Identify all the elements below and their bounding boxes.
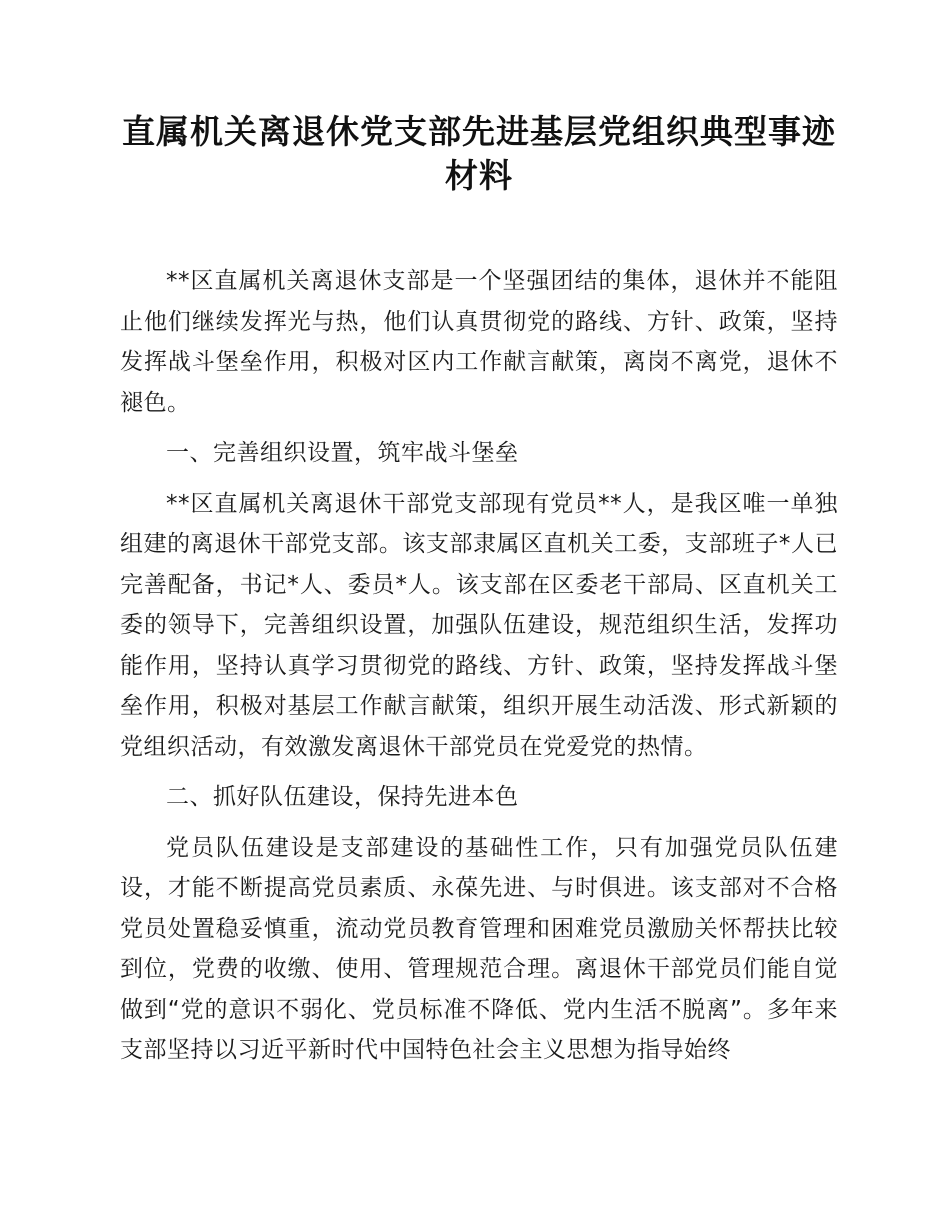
section-1-paragraph: **区直属机关离退休干部党支部现有党员**人，是我区唯一单独组建的离退休干部党支部。该支部隶属区直机关工委，支部班子*人已完善配备，书记*人、委员*人。该支部在区委老干部局、区直机关工委的领导下，完善组织设置，加强队伍建设，规范组织生活，发挥功能作用，坚持认真学习贯彻党的路线、方针、政策，坚持发挥战斗堡垒作用，积极对基层工作献言献策，组织开展生动活泼、形式新颖的党组织活动，有效激发离退休干部党员在党爱党的热情。 bbox=[120, 490, 838, 760]
document-body bbox=[120, 261, 838, 1071]
intro-paragraph: **区直属机关离退休支部是一个坚强团结的集体，退休并不能阻止他们继续发挥光与热，他们认真贯彻党的路线、方针、政策，坚持发挥战斗堡垒作用，积极对区内工作献言献策，离岗不离党，退休不褪色。 bbox=[120, 268, 838, 416]
title-line-2: 材料 bbox=[445, 156, 513, 195]
document-title bbox=[120, 110, 838, 198]
title-line-1: 直属机关离退休党支部先进基层党组织典型事迹 bbox=[122, 112, 836, 151]
section-2-paragraph: 党员队伍建设是支部建设的基础性工作，只有加强党员队伍建设，才能不断提高党员素质、永葆先进、与时俱进。该支部对不合格党员处置稳妥慎重，流动党员教育管理和困难党员激励关怀帮扶比较到位，党费的收缴、使用、管理规范合理。离退休干部党员们能自觉做到“党的意识不弱化、党员标准不降低、党内生活不脱离”。多年来支部坚持以习近平新时代中国特色社会主义思想为指导始终 bbox=[120, 834, 838, 1063]
section-heading-2: 二、抓好队伍建设，保持先进本色 bbox=[166, 784, 519, 810]
section-heading-1: 一、完善组织设置，筑牢战斗堡垒 bbox=[166, 440, 519, 466]
